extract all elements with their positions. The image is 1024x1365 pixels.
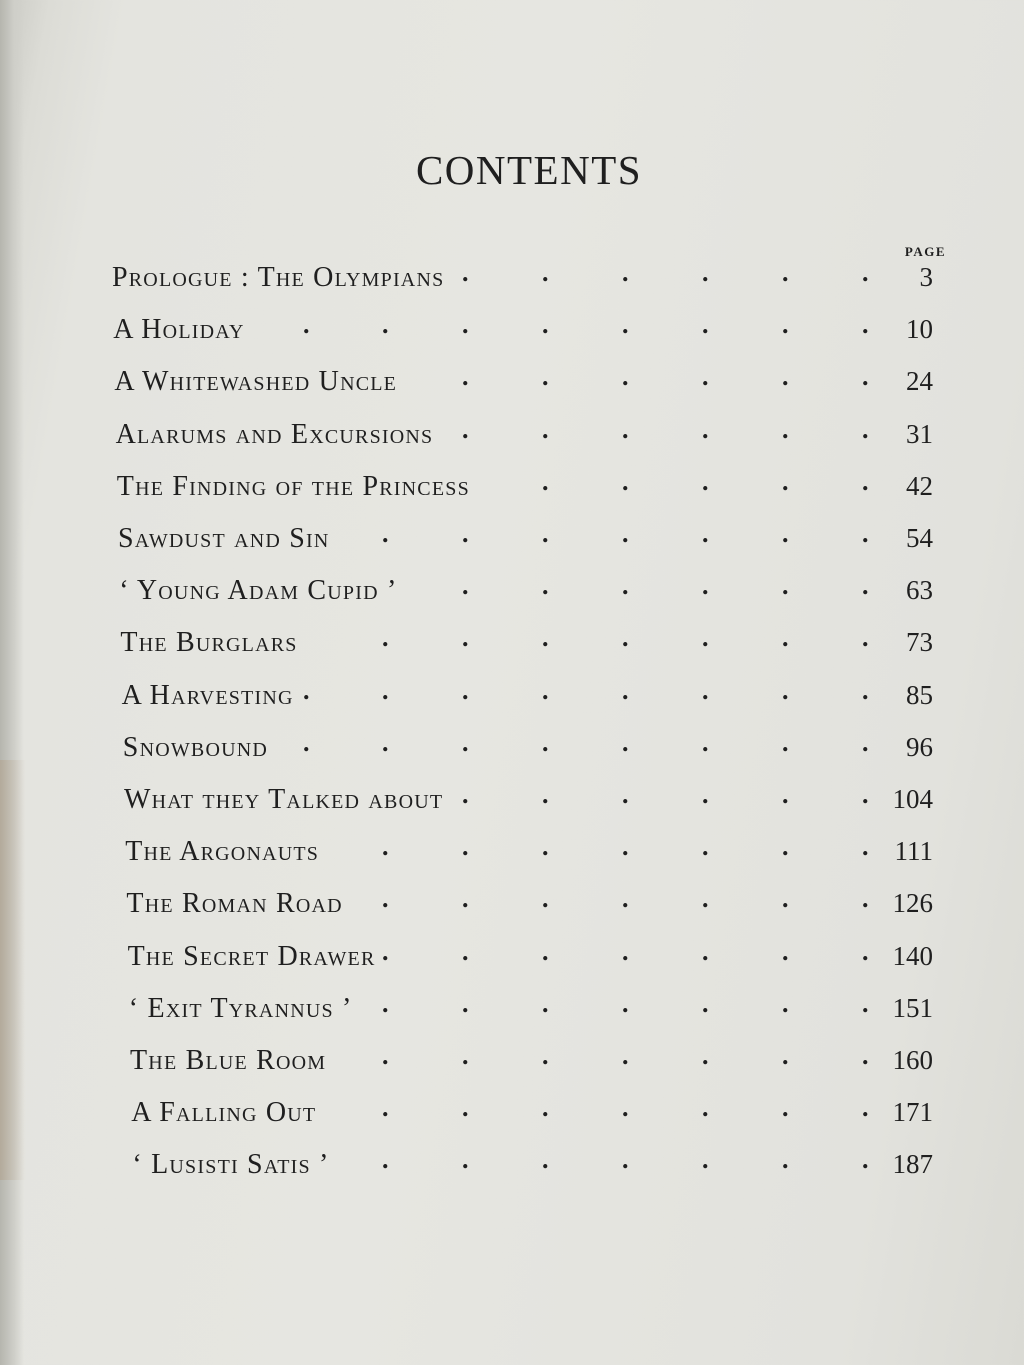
leader-dot: . [622,936,629,966]
leader-dot: . [782,414,789,444]
toc-entry-page: 54 [906,523,933,553]
dot-leader [444,258,879,287]
toc-entry [124,780,933,824]
leader-dot: . [462,832,469,862]
page-column-label: PAGE [904,244,946,259]
toc-entry-title: ‘ Exit Tyrannus ’ [128,992,353,1024]
leader-dot: . [382,519,389,548]
leader-dot: . [622,884,629,914]
leader-dot: . [702,466,709,496]
dot-leader [376,936,879,966]
leader-dot: . [542,414,549,444]
leader-dot: . [622,675,629,705]
leader-dot: . [862,519,869,548]
leader-dot: . [462,1041,469,1070]
dot-leader [443,780,879,809]
dot-leader [330,519,879,548]
leader-dot: . [382,1093,389,1123]
leader-dot: . [462,1145,469,1175]
leader-dot: . [462,727,469,757]
toc-entry [116,466,933,511]
leader-dot: . [542,936,549,966]
leader-dot: . [622,832,629,862]
leader-dot: . [862,1093,869,1123]
leader-dot: . [382,1145,389,1175]
toc-entry-page: 24 [905,366,933,397]
leader-dot: . [782,727,789,757]
toc-entry-title: The Roman Road [126,888,343,920]
leader-dot: . [462,519,469,548]
leader-dot: . [782,832,789,862]
toc-entry [125,832,933,876]
leader-dot: . [862,1041,869,1070]
leader-dot: . [542,519,549,548]
leader-dot: . [462,623,469,653]
leader-dot: . [303,727,310,757]
toc-entry-title: The Secret Drawer [127,940,376,972]
toc-entry-title: The Finding of the Princess [116,470,470,502]
toc-entry-title: The Burglars [120,627,298,659]
toc-entry-title: Sawdust and Sin [118,523,330,554]
leader-dot: . [702,519,709,548]
leader-dot: . [462,780,469,809]
toc-entry-title: ‘ Lusisti Satis ’ [132,1149,330,1181]
dot-leader [326,1041,879,1070]
leader-dot: . [702,623,709,653]
dot-leader [470,466,879,496]
leader-dot: . [702,780,709,809]
toc-entry-page: 31 [905,418,933,449]
leader-dot: . [862,675,869,705]
leader-dot: . [702,258,709,287]
leader-dot: . [542,1093,549,1123]
leader-dot: . [382,1041,389,1070]
leader-dot: . [462,1093,469,1123]
leader-dot: . [622,258,629,287]
toc-entry-title: ‘ Young Adam Cupid ’ [119,575,398,607]
leader-dot: . [862,780,869,809]
leader-dot: . [862,727,869,757]
leader-dot: . [542,884,549,914]
toc-entry [122,727,933,772]
leader-dot: . [702,832,709,862]
dot-leader [330,1145,879,1175]
leader-dot: . [622,1145,629,1175]
leader-dot: . [782,675,789,705]
leader-dot: . [782,571,789,601]
dot-leader [316,1093,879,1123]
leader-dot: . [462,988,469,1018]
leader-dot: . [782,936,789,966]
leader-dot: . [542,675,549,705]
toc-entry-title: What they Talked about [124,784,444,815]
leader-dot: . [702,988,709,1018]
leader-dot: . [382,988,389,1018]
toc-entry-page: 140 [892,940,933,971]
dot-leader [397,362,879,392]
leader-dot: . [542,571,549,601]
toc-entry [113,310,933,354]
page-title: CONTENTS [415,147,643,193]
leader-dot: . [303,675,310,705]
leader-dot: . [622,1093,629,1123]
dot-leader [268,727,879,757]
toc-entry-page: 42 [905,470,933,501]
leader-dot: . [702,675,709,705]
toc-entry [115,414,933,459]
toc-entry-page: 126 [892,888,933,919]
leader-dot: . [622,571,629,601]
toc-entry-title: A Harvesting [121,679,294,711]
leader-dot: . [382,675,389,705]
leader-dot: . [462,884,469,914]
leader-dot: . [462,310,469,340]
toc-entry [121,675,933,720]
leader-dot: . [782,466,789,496]
leader-dot: . [862,936,869,966]
toc-entry-title: A Holiday [113,314,245,346]
leader-dot: . [622,727,629,757]
leader-dot: . [382,727,389,757]
toc-entry [128,988,933,1033]
leader-dot: . [542,780,549,809]
toc-entry-page: 63 [905,575,933,606]
leader-dot: . [702,884,709,914]
leader-dot: . [462,258,469,287]
leader-dot: . [702,362,709,392]
leader-dot: . [782,362,789,392]
toc-entry-page: 187 [892,1149,933,1180]
leader-dot: . [782,988,789,1018]
leader-dot: . [782,884,789,914]
leader-dot: . [542,362,549,392]
leader-dot: . [542,832,549,862]
leader-dot: . [782,1145,789,1175]
leader-dot: . [782,780,789,809]
toc-entry [131,1093,933,1137]
dot-leader [294,675,879,705]
leader-dot: . [782,623,789,653]
leader-dot: . [622,310,629,340]
dot-leader [319,832,879,862]
toc-entry [126,884,933,928]
page-stain [0,760,26,1180]
leader-dot: . [782,310,789,340]
leader-dot: . [862,832,869,862]
leader-dot: . [382,310,389,340]
leader-dot: . [622,362,629,392]
toc-entry-page: 171 [892,1097,933,1128]
leader-dot: . [382,884,389,914]
leader-dot: . [702,936,709,966]
toc-entry [130,1041,933,1085]
leader-dot: . [542,310,549,340]
leader-dot: . [622,519,629,548]
toc-entry-page: 104 [892,784,933,814]
toc-entry-page: 3 [919,262,933,292]
dot-leader [343,884,879,914]
leader-dot: . [462,936,469,966]
toc-entry [120,623,933,667]
leader-dot: . [622,1041,629,1070]
leader-dot: . [862,1145,869,1175]
leader-dot: . [862,884,869,914]
toc-entry-title: A Whitewashed Uncle [114,366,398,398]
leader-dot: . [702,571,709,601]
toc-entry-page: 10 [905,314,933,345]
leader-dot: . [622,414,629,444]
leader-dot: . [542,1145,549,1175]
toc-entry [127,936,933,981]
leader-dot: . [702,310,709,340]
leader-dot: . [702,414,709,444]
leader-dot: . [862,623,869,653]
toc-entry [132,1145,933,1189]
toc-entry-title: The Argonauts [125,836,320,868]
toc-entry [119,571,933,615]
toc-entry-page: 111 [894,836,933,867]
leader-dot: . [862,310,869,340]
toc-entry-page: 73 [905,627,933,658]
leader-dot: . [382,832,389,862]
toc-entry-page: 96 [905,731,933,762]
leader-dot: . [462,414,469,444]
leader-dot: . [622,780,629,809]
leader-dot: . [542,466,549,496]
dot-leader [245,310,879,340]
toc-entry-title: Prologue : The Olympians [112,262,445,293]
toc-entry-title: Alarums and Excursions [115,418,434,450]
leader-dot: . [382,623,389,653]
leader-dot: . [862,466,869,496]
leader-dot: . [542,258,549,287]
toc-entry-title: The Blue Room [130,1045,327,1076]
toc-entry [114,362,933,406]
leader-dot: . [542,727,549,757]
leader-dot: . [782,519,789,548]
toc-entry-page: 85 [905,679,933,710]
leader-dot: . [862,362,869,392]
toc-entry-page: 151 [892,992,933,1023]
leader-dot: . [702,1041,709,1070]
leader-dot: . [862,414,869,444]
leader-dot: . [462,675,469,705]
leader-dot: . [542,1041,549,1070]
dot-leader [353,988,879,1018]
leader-dot: . [382,936,389,966]
dot-leader [397,571,879,601]
toc-entry-title: A Falling Out [131,1097,317,1129]
leader-dot: . [303,310,310,340]
leader-dot: . [702,1145,709,1175]
leader-dot: . [542,623,549,653]
leader-dot: . [622,988,629,1018]
leader-dot: . [782,1093,789,1123]
toc-entry-page: 160 [892,1045,933,1075]
leader-dot: . [782,258,789,287]
leader-dot: . [862,988,869,1018]
toc-entry [118,519,933,563]
toc-entry-title: Snowbound [122,731,269,763]
dot-leader [298,623,879,653]
leader-dot: . [862,571,869,601]
leader-dot: . [462,362,469,392]
leader-dot: . [542,988,549,1018]
leader-dot: . [622,623,629,653]
leader-dot: . [462,571,469,601]
dot-leader [433,414,879,444]
leader-dot: . [862,258,869,287]
toc-entry [112,258,933,302]
leader-dot: . [622,466,629,496]
leader-dot: . [782,1041,789,1070]
leader-dot: . [702,1093,709,1123]
leader-dot: . [702,727,709,757]
